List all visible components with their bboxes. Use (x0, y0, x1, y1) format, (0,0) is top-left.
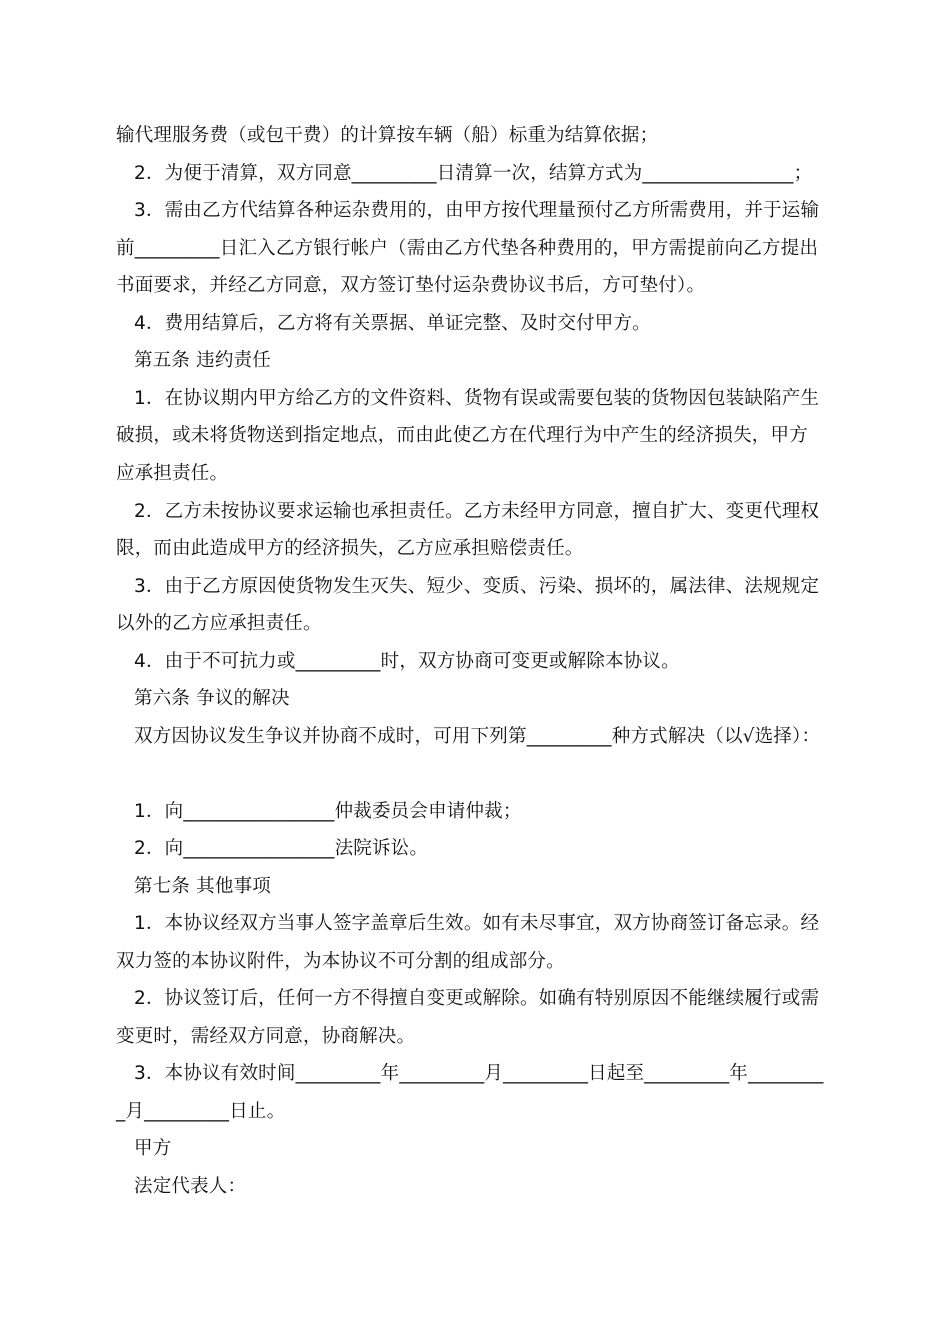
paragraph-line: 书面要求，并经乙方同意，双方签订垫付运杂费协议书后，方可垫付）。 (116, 275, 706, 296)
paragraph-line: 破损，或未将货物送到指定地点，而由此使乙方在代理行为中产生的经济损失，甲方 (116, 425, 808, 446)
dispute-resolution-intro: 双方因协议发生争议并协商不成时，可用下列第_________种方式解决（以√选择）： (134, 726, 821, 747)
paragraph-line: 变更时，需经双方同意，协商解决。 (116, 1026, 416, 1047)
clause-7-2: 2．协议签订后，任何一方不得擅自变更或解除。如确有特别原因不能继续履行或需 (134, 988, 820, 1009)
paragraph-line: 双力签的本协议附件，为本协议不可分割的组成部分。 (116, 951, 565, 972)
clause-4-4: 4．费用结算后，乙方将有关票据、单证完整、及时交付甲方。 (134, 313, 651, 334)
clause-6-2: 2．向________________法院诉讼。 (134, 838, 429, 859)
clause-5-4: 4．由于不可抗力或_________时，双方协商可变更或解除本协议。 (134, 651, 680, 672)
paragraph-line: 输代理服务费（或包干费）的计算按车辆（船）标重为结算依据； (116, 125, 659, 146)
section-heading-5: 第五条 违约责任 (134, 350, 271, 371)
clause-6-1: 1．向________________仲裁委员会申请仲裁； (134, 801, 522, 822)
clause-5-1: 1．在协议期内甲方给乙方的文件资料、货物有误或需要包装的货物因包装缺陷产生 (134, 388, 820, 409)
paragraph-line: 以外的乙方应承担责任。 (116, 613, 322, 634)
clause-4-3: 3．需由乙方代结算各种运杂费用的，由甲方按代理量预付乙方所需费用，并于运输 (134, 200, 820, 221)
clause-5-3: 3．由于乙方原因使货物发生灭失、短少、变质、污染、损坏的，属法律、法规规定 (134, 576, 820, 597)
clause-7-1: 1．本协议经双方当事人签字盖章后生效。如有未尽事宜，双方协商签订备忘录。经 (134, 913, 820, 934)
paragraph-line: 应承担责任。 (116, 463, 229, 484)
paragraph-line: _月_________日止。 (116, 1101, 286, 1122)
paragraph-line: 限，而由此造成甲方的经济损失，乙方应承担赔偿责任。 (116, 538, 584, 559)
clause-5-2: 2．乙方未按协议要求运输也承担责任。乙方未经甲方同意，擅自扩大、变更代理权 (134, 501, 820, 522)
clause-4-2: 2．为便于清算，双方同意_________日清算一次，结算方式为________________； (134, 163, 813, 184)
paragraph-line: 前_________日汇入乙方银行帐户（需由乙方代垫各种费用的，甲方需提前向乙方提出 (116, 238, 819, 259)
party-a-label: 甲方 (134, 1138, 172, 1159)
legal-representative-label: 法定代表人： (134, 1176, 247, 1197)
section-heading-7: 第七条 其他事项 (134, 876, 271, 897)
section-heading-6: 第六条 争议的解决 (134, 688, 290, 709)
clause-7-3: 3．本协议有效时间_________年_________月_________日起至_________年________ (134, 1063, 824, 1084)
